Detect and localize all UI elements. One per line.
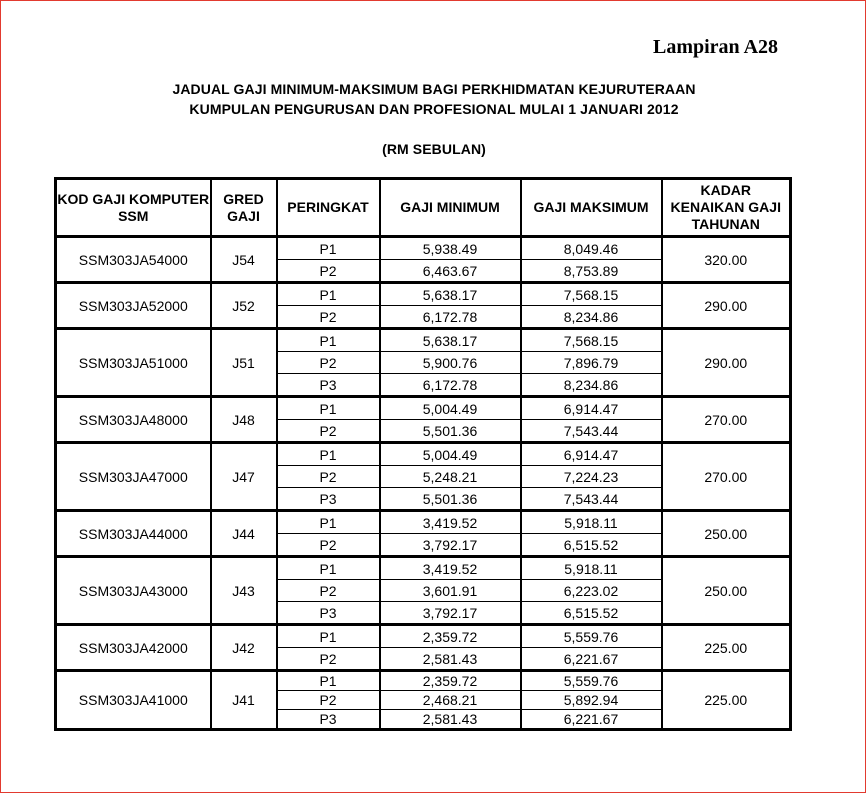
gaji-minimum-cell: 3,601.91 [380,580,521,602]
gaji-maksimum-cell: 8,234.86 [521,306,662,329]
kod-gaji-cell: SSM303JA43000 [56,557,211,625]
gaji-minimum-cell: 2,468.21 [380,691,521,710]
table-row [56,511,791,534]
gred-cell: J48 [211,397,277,443]
gaji-minimum-cell: 3,792.17 [380,534,521,557]
table-body [56,237,791,730]
kod-gaji-cell: SSM303JA51000 [56,329,211,397]
peringkat-cell: P1 [277,329,380,352]
gaji-minimum-cell: 6,172.78 [380,306,521,329]
kod-gaji-cell: SSM303JA48000 [56,397,211,443]
table-row [56,443,791,466]
kod-gaji-cell: SSM303JA52000 [56,283,211,329]
peringkat-cell: P1 [277,511,380,534]
gaji-minimum-cell: 5,004.49 [380,443,521,466]
gaji-minimum-cell: 2,359.72 [380,671,521,691]
kadar-kenaikan-cell: 250.00 [662,511,791,557]
peringkat-cell: P1 [277,625,380,648]
gaji-maksimum-cell: 7,224.23 [521,466,662,488]
kadar-kenaikan-cell: 270.00 [662,397,791,443]
gaji-minimum-cell: 5,638.17 [380,283,521,306]
table-row [56,283,791,306]
gaji-minimum-cell: 3,419.52 [380,557,521,580]
peringkat-cell: P2 [277,534,380,557]
peringkat-cell: P1 [277,397,380,420]
gaji-minimum-cell: 5,501.36 [380,488,521,511]
peringkat-cell: P1 [277,443,380,466]
gaji-minimum-cell: 3,419.52 [380,511,521,534]
peringkat-cell: P1 [277,671,380,691]
table-header-row [56,179,791,237]
gaji-minimum-cell: 5,004.49 [380,397,521,420]
peringkat-cell: P2 [277,691,380,710]
gaji-maksimum-cell: 7,568.15 [521,329,662,352]
gaji-minimum-cell: 3,792.17 [380,602,521,625]
gaji-minimum-cell: 5,900.76 [380,352,521,374]
table-row [56,557,791,580]
peringkat-cell: P1 [277,283,380,306]
table-row [56,671,791,691]
table-row [56,237,791,260]
peringkat-cell: P2 [277,306,380,329]
gaji-maksimum-cell: 8,049.46 [521,237,662,260]
gaji-minimum-cell: 2,581.43 [380,648,521,671]
gaji-minimum-cell: 5,248.21 [380,466,521,488]
peringkat-cell: P2 [277,466,380,488]
peringkat-cell: P1 [277,237,380,260]
gaji-minimum-cell: 5,938.49 [380,237,521,260]
kadar-kenaikan-cell: 225.00 [662,671,791,730]
gred-cell: J52 [211,283,277,329]
document-title-line2: KUMPULAN PENGURUSAN DAN PROFESIONAL MULAI 1 JANUARI 2012 [189,101,679,117]
gaji-maksimum-cell: 6,515.52 [521,534,662,557]
table-row [56,397,791,420]
kadar-kenaikan-cell: 290.00 [662,283,791,329]
gaji-maksimum-cell: 6,914.47 [521,397,662,420]
kod-gaji-cell: SSM303JA44000 [56,511,211,557]
peringkat-cell: P2 [277,352,380,374]
gaji-maksimum-cell: 5,559.76 [521,625,662,648]
gaji-maksimum-cell: 7,543.44 [521,420,662,443]
gaji-maksimum-cell: 6,221.67 [521,710,662,730]
gaji-minimum-cell: 5,638.17 [380,329,521,352]
peringkat-cell: P3 [277,488,380,511]
kadar-kenaikan-cell: 250.00 [662,557,791,625]
peringkat-cell: P2 [277,580,380,602]
gaji-maksimum-cell: 5,918.11 [521,511,662,534]
peringkat-cell: P1 [277,557,380,580]
appendix-label: Lampiran A28 [653,36,779,58]
gred-cell: J41 [211,671,277,730]
kod-gaji-cell: SSM303JA47000 [56,443,211,511]
gaji-maksimum-cell: 5,559.76 [521,671,662,691]
gaji-minimum-cell: 2,359.72 [380,625,521,648]
peringkat-cell: P3 [277,710,380,730]
kadar-kenaikan-cell: 290.00 [662,329,791,397]
table-row [56,625,791,648]
gaji-minimum-cell: 6,172.78 [380,374,521,397]
currency-unit-note: (RM SEBULAN) [382,141,486,157]
col-header-gaji-maksimum: GAJI MAKSIMUM [521,179,662,237]
peringkat-cell: P2 [277,420,380,443]
gaji-minimum-cell: 6,463.67 [380,260,521,283]
gaji-minimum-cell: 2,581.43 [380,710,521,730]
kod-gaji-cell: SSM303JA41000 [56,671,211,730]
gred-cell: J47 [211,443,277,511]
table-row [56,329,791,352]
peringkat-cell: P3 [277,374,380,397]
gaji-maksimum-cell: 8,753.89 [521,260,662,283]
col-header-kod-gaji: KOD GAJI KOMPUTER SSM [56,179,211,237]
gred-cell: J43 [211,557,277,625]
salary-table [54,177,792,731]
kod-gaji-cell: SSM303JA42000 [56,625,211,671]
col-header-gaji-minimum: GAJI MINIMUM [380,179,521,237]
col-header-peringkat: PERINGKAT [277,179,380,237]
peringkat-cell: P2 [277,648,380,671]
gred-cell: J44 [211,511,277,557]
peringkat-cell: P2 [277,260,380,283]
gaji-maksimum-cell: 6,221.67 [521,648,662,671]
gaji-maksimum-cell: 7,543.44 [521,488,662,511]
gaji-maksimum-cell: 6,914.47 [521,443,662,466]
gred-cell: J54 [211,237,277,283]
gaji-maksimum-cell: 8,234.86 [521,374,662,397]
gaji-minimum-cell: 5,501.36 [380,420,521,443]
gaji-maksimum-cell: 7,896.79 [521,352,662,374]
gred-cell: J42 [211,625,277,671]
kod-gaji-cell: SSM303JA54000 [56,237,211,283]
document-title-line1: JADUAL GAJI MINIMUM-MAKSIMUM BAGI PERKHIDMATAN KEJURUTERAAN [172,81,696,97]
col-header-kadar-kenaikan: KADAR KENAIKAN GAJI TAHUNAN [662,179,791,237]
peringkat-cell: P3 [277,602,380,625]
gaji-maksimum-cell: 5,892.94 [521,691,662,710]
col-header-gred: GRED GAJI [211,179,277,237]
gaji-maksimum-cell: 5,918.11 [521,557,662,580]
gaji-maksimum-cell: 6,223.02 [521,580,662,602]
gred-cell: J51 [211,329,277,397]
gaji-maksimum-cell: 6,515.52 [521,602,662,625]
kadar-kenaikan-cell: 320.00 [662,237,791,283]
kadar-kenaikan-cell: 225.00 [662,625,791,671]
kadar-kenaikan-cell: 270.00 [662,443,791,511]
gaji-maksimum-cell: 7,568.15 [521,283,662,306]
